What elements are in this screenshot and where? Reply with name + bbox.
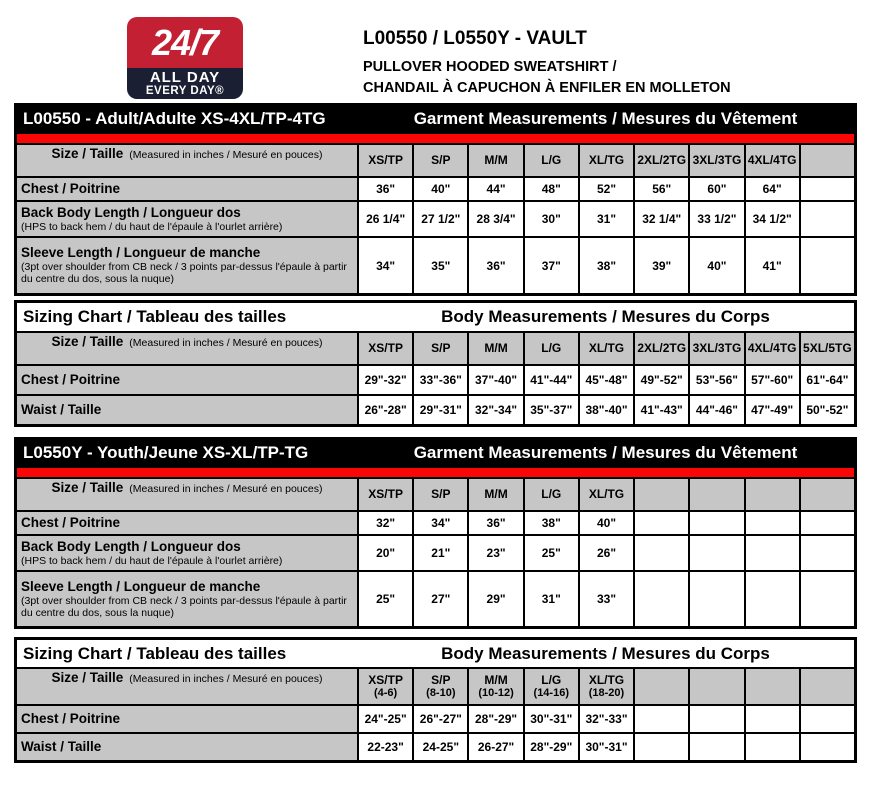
- size-header-cell: S/P: [414, 479, 467, 510]
- measurement-cell: 52": [580, 178, 633, 200]
- size-header-cell: [690, 479, 743, 510]
- row-label: [17, 238, 357, 293]
- measurement-cell: 38"-40": [580, 396, 633, 424]
- row-label: [17, 396, 357, 424]
- measurement-cell: [801, 536, 854, 570]
- page-title: L00550 / L0550Y - VAULT: [363, 28, 587, 49]
- measurement-cell: 28 3/4": [469, 202, 522, 236]
- measurement-cell: 23": [469, 536, 522, 570]
- size-header-cell: XL/TG: [580, 145, 633, 176]
- size-header-cell: [746, 479, 799, 510]
- size-range: (4-6): [373, 687, 398, 700]
- measurement-cell: [801, 238, 854, 293]
- size-header-cell: [469, 669, 522, 704]
- row-label: [17, 178, 357, 200]
- size-header-cell: [359, 669, 412, 704]
- measurement-cell: 64": [746, 178, 799, 200]
- size-name: L/G: [541, 672, 562, 687]
- measurement-cell: 30": [525, 202, 578, 236]
- measurement-cell: [635, 536, 688, 570]
- logo-all-day: ALL DAY: [149, 68, 221, 86]
- document-header: [363, 28, 731, 98]
- measurement-cell: 34": [359, 238, 412, 293]
- measurement-cell: [801, 572, 854, 626]
- size-label-note: (Measured in inches / Mesuré en pouces): [129, 673, 323, 685]
- size-header-cell: [801, 669, 854, 704]
- size-header-cell: [801, 145, 854, 176]
- size-row-label: [17, 333, 357, 364]
- row-label: [17, 734, 357, 760]
- measurement-cell: 21": [414, 536, 467, 570]
- measurement-cell: 26"-28": [359, 396, 412, 424]
- measurement-cell: [690, 572, 743, 626]
- row-label-text: Back Body Length / Longueur dos: [21, 538, 241, 554]
- size-header-cell: 4XL/4TG: [746, 333, 799, 364]
- size-header-cell: XL/TG: [580, 333, 633, 364]
- table-adult-body-measurements: [14, 300, 857, 427]
- measurement-cell: [690, 536, 743, 570]
- measurement-cell: [635, 572, 688, 626]
- measurement-cell: 38": [580, 238, 633, 293]
- measurement-cell: 29"-31": [414, 396, 467, 424]
- measurement-cell: 27": [414, 572, 467, 626]
- row-label-text: Back Body Length / Longueur dos: [21, 204, 241, 220]
- measurement-cell: 37"-40": [469, 366, 522, 394]
- row-label-text: Chest / Poitrine: [21, 711, 121, 727]
- measurement-cell: [801, 706, 854, 732]
- measurement-cell: 24"-25": [359, 706, 412, 732]
- size-header-cell: M/M: [469, 145, 522, 176]
- measurement-cell: 26": [580, 536, 633, 570]
- size-header-cell: [801, 479, 854, 510]
- subtitle-fr: CHANDAIL À CAPUCHON À ENFILER EN MOLLETON: [363, 79, 731, 96]
- measurement-cell: 33 1/2": [690, 202, 743, 236]
- size-header-cell: [635, 669, 688, 704]
- size-header-cell: S/P: [414, 333, 467, 364]
- measurement-cell: 32"-34": [469, 396, 522, 424]
- size-row-label: [17, 145, 357, 176]
- measurement-cell: 28"-29": [525, 734, 578, 760]
- table-title-right: Body Measurements / Mesures du Corps: [441, 307, 770, 326]
- size-header-cell: XL/TG: [580, 479, 633, 510]
- size-row-label: [17, 479, 357, 510]
- measurement-cell: [635, 512, 688, 534]
- size-header-cell: M/M: [469, 479, 522, 510]
- logo-24-7: 24/7: [127, 17, 243, 68]
- size-range: (18-20): [588, 687, 625, 700]
- measurement-cell: 35"-37": [525, 396, 578, 424]
- size-row-label: [17, 669, 357, 704]
- row-label-text: Sleeve Length / Longueur de manche: [21, 245, 261, 261]
- size-name: M/M: [484, 672, 508, 687]
- measurement-cell: [746, 706, 799, 732]
- size-label-text: Size / Taille: [51, 670, 124, 685]
- measurement-cell: 34 1/2": [746, 202, 799, 236]
- size-header-cell: L/G: [525, 479, 578, 510]
- table-title-bar: [17, 440, 854, 466]
- row-label-note: (3pt over shoulder from CB neck / 3 points par-dessus l'épaule à partir du centre du dos, sous la nuque): [21, 261, 347, 286]
- row-label-text: Sleeve Length / Longueur de manche: [21, 578, 261, 594]
- size-header-cell: 3XL/3TG: [690, 145, 743, 176]
- size-label-note: (Measured in inches / Mesuré en pouces): [129, 483, 323, 495]
- measurement-cell: 26"-27": [414, 706, 467, 732]
- measurement-cell: 48": [525, 178, 578, 200]
- size-header-cell: [525, 669, 578, 704]
- measurement-cell: 49"-52": [635, 366, 688, 394]
- size-header-cell: L/G: [525, 333, 578, 364]
- size-header-cell: [580, 669, 633, 704]
- measurement-cell: 33": [580, 572, 633, 626]
- size-name: XL/TG: [588, 672, 625, 687]
- measurement-cell: [746, 536, 799, 570]
- measurement-cell: 35": [414, 238, 467, 293]
- measurement-cell: 24-25": [414, 734, 467, 760]
- measurement-cell: 32 1/4": [635, 202, 688, 236]
- measurement-cell: 25": [525, 536, 578, 570]
- size-header-cell: 2XL/2TG: [635, 145, 688, 176]
- row-label-text: Waist / Taille: [21, 402, 102, 418]
- row-label: [17, 536, 357, 570]
- measurement-cell: 47"-49": [746, 396, 799, 424]
- table-title-left: Sizing Chart / Tableau des tailles: [23, 307, 287, 326]
- size-label-text: Size / Taille: [51, 146, 124, 161]
- measurement-cell: [690, 706, 743, 732]
- measurement-cell: 28"-29": [469, 706, 522, 732]
- measurement-cell: [690, 734, 743, 760]
- measurement-cell: 30"-31": [580, 734, 633, 760]
- measurement-cell: 26-27": [469, 734, 522, 760]
- measurement-cell: 29": [469, 572, 522, 626]
- row-label-note: (HPS to back hem / du haut de l'épaule à l'ourlet arrière): [21, 220, 283, 233]
- measurement-cell: 32"-33": [580, 706, 633, 732]
- size-header-cell: XS/TP: [359, 479, 412, 510]
- size-header-cell: [746, 669, 799, 704]
- size-range: (10-12): [478, 687, 514, 700]
- measurement-cell: 41": [746, 238, 799, 293]
- row-label-note: (3pt over shoulder from CB neck / 3 points par-dessus l'épaule à partir du centre du dos, sous la nuque): [21, 594, 347, 619]
- size-header-cell: XS/TP: [359, 333, 412, 364]
- measurement-cell: 44"-46": [690, 396, 743, 424]
- measurement-cell: 40": [414, 178, 467, 200]
- logo-tagline: [127, 68, 243, 99]
- size-header-cell: 2XL/2TG: [635, 333, 688, 364]
- table-title-bar: [17, 640, 854, 667]
- table-adult-garment-measurements: [14, 103, 857, 296]
- measurement-cell: [801, 512, 854, 534]
- measurement-cell: 40": [580, 512, 633, 534]
- row-label: [17, 572, 357, 626]
- measurement-cell: 31": [580, 202, 633, 236]
- measurement-cell: [746, 734, 799, 760]
- row-label-text: Chest / Poitrine: [21, 372, 121, 388]
- size-header-cell: L/G: [525, 145, 578, 176]
- measurement-cell: 22-23": [359, 734, 412, 760]
- row-label-text: Chest / Poitrine: [21, 181, 121, 197]
- logo-every-day: EVERY DAY®: [145, 84, 225, 97]
- table-title-left: Sizing Chart / Tableau des tailles: [23, 643, 287, 663]
- measurement-cell: 41"-44": [525, 366, 578, 394]
- row-label-note: (HPS to back hem / du haut de l'épaule à l'ourlet arrière): [21, 554, 283, 567]
- row-label-text: Waist / Taille: [21, 739, 102, 755]
- size-label-note: (Measured in inches / Mesuré en pouces): [129, 149, 323, 161]
- brand-logo: [127, 17, 243, 99]
- measurement-cell: [801, 178, 854, 200]
- measurement-cell: 38": [525, 512, 578, 534]
- table-youth-garment-measurements: [14, 437, 857, 629]
- red-stripe-divider: [17, 134, 854, 143]
- measurement-cell: 37": [525, 238, 578, 293]
- measurement-cell: 40": [690, 238, 743, 293]
- table-title-left: L00550 - Adult/Adulte XS-4XL/TP-4TG: [23, 109, 326, 128]
- measurement-cell: 20": [359, 536, 412, 570]
- size-header-cell: XS/TP: [359, 145, 412, 176]
- size-label-note: (Measured in inches / Mesuré en pouces): [129, 337, 323, 349]
- size-header-cell: 5XL/5TG: [801, 333, 854, 364]
- red-stripe-divider: [17, 468, 854, 477]
- size-label-text: Size / Taille: [51, 480, 124, 495]
- measurement-cell: 31": [525, 572, 578, 626]
- measurement-cell: 36": [469, 512, 522, 534]
- measurement-cell: 56": [635, 178, 688, 200]
- measurement-cell: [801, 202, 854, 236]
- measurement-cell: 44": [469, 178, 522, 200]
- table-title-right: Body Measurements / Mesures du Corps: [441, 643, 770, 663]
- measurement-cell: 36": [469, 238, 522, 293]
- size-range: (14-16): [533, 687, 569, 700]
- size-range: (8-10): [426, 687, 456, 700]
- measurement-cell: [635, 706, 688, 732]
- row-label-text: Chest / Poitrine: [21, 515, 121, 531]
- size-header-cell: [635, 479, 688, 510]
- table-youth-body-measurements: [14, 637, 857, 763]
- measurement-cell: 33"-36": [414, 366, 467, 394]
- measurement-cell: 60": [690, 178, 743, 200]
- table-title-right: Garment Measurements / Mesures du Vêtement: [413, 109, 798, 128]
- measurement-cell: [635, 734, 688, 760]
- row-label: [17, 706, 357, 732]
- measurement-cell: 39": [635, 238, 688, 293]
- subtitle-en: PULLOVER HOODED SWEATSHIRT /: [363, 59, 617, 75]
- table-title-left: L0550Y - Youth/Jeune XS-XL/TP-TG: [23, 443, 309, 462]
- measurement-cell: 57"-60": [746, 366, 799, 394]
- measurement-cell: 53"-56": [690, 366, 743, 394]
- size-header-cell: S/P: [414, 145, 467, 176]
- size-label-text: Size / Taille: [51, 334, 124, 349]
- size-header-cell: M/M: [469, 333, 522, 364]
- row-label: [17, 512, 357, 534]
- measurement-cell: 26 1/4": [359, 202, 412, 236]
- table-title-bar: [17, 106, 854, 132]
- measurement-cell: [801, 734, 854, 760]
- measurement-cell: [746, 512, 799, 534]
- measurement-cell: 34": [414, 512, 467, 534]
- measurement-cell: 36": [359, 178, 412, 200]
- measurement-cell: 29"-32": [359, 366, 412, 394]
- measurement-cell: 27 1/2": [414, 202, 467, 236]
- measurement-cell: [690, 512, 743, 534]
- measurement-cell: 61"-64": [801, 366, 854, 394]
- table-title-bar: [17, 303, 854, 331]
- measurement-cell: 25": [359, 572, 412, 626]
- measurement-cell: 45"-48": [580, 366, 633, 394]
- size-header-cell: 3XL/3TG: [690, 333, 743, 364]
- row-label: [17, 366, 357, 394]
- table-title-right: Garment Measurements / Mesures du Vêtement: [413, 443, 798, 462]
- row-label: [17, 202, 357, 236]
- measurement-cell: 30"-31": [525, 706, 578, 732]
- size-name: XS/TP: [368, 672, 403, 687]
- size-header-cell: [690, 669, 743, 704]
- measurement-cell: 32": [359, 512, 412, 534]
- size-name: S/P: [431, 672, 451, 687]
- size-header-cell: [414, 669, 467, 704]
- size-header-cell: 4XL/4TG: [746, 145, 799, 176]
- measurement-cell: 50"-52": [801, 396, 854, 424]
- measurement-cell: 41"-43": [635, 396, 688, 424]
- measurement-cell: [746, 572, 799, 626]
